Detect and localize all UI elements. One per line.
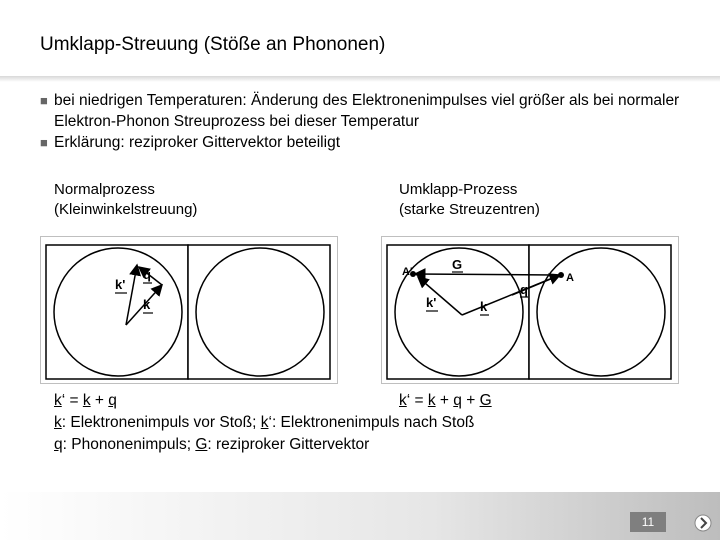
formula-plus: + bbox=[461, 392, 480, 409]
umklapp-process-subtitle: (starke Streuzentren) bbox=[399, 201, 540, 218]
formula-k: k bbox=[427, 392, 436, 409]
label-G: G bbox=[452, 257, 463, 272]
brillouin-zone-right bbox=[529, 245, 671, 379]
legend-k-desc: : Elektronenimpuls vor Stoß; bbox=[61, 414, 261, 431]
bullet-list bbox=[40, 90, 700, 153]
label-k-prime: k' bbox=[426, 295, 437, 310]
bullet-item bbox=[40, 132, 700, 153]
label-k: k bbox=[143, 297, 151, 312]
formula-plus: + bbox=[90, 392, 109, 409]
label-k-prime: k' bbox=[115, 277, 126, 292]
formula-k: k bbox=[82, 392, 91, 409]
formula-k-prime: k bbox=[54, 392, 62, 409]
formula-k-prime: k bbox=[399, 392, 407, 409]
label-a: A bbox=[566, 272, 574, 284]
umklapp-process-diagram bbox=[381, 236, 679, 384]
point-a bbox=[558, 272, 564, 278]
umklapp-process-svg bbox=[382, 237, 678, 383]
brillouin-zone-left bbox=[46, 245, 188, 379]
formula-q: q bbox=[108, 392, 117, 409]
next-slide-icon[interactable] bbox=[694, 512, 712, 534]
umklapp-process-label bbox=[399, 180, 540, 220]
label-q: q bbox=[520, 282, 528, 297]
brillouin-zone-right bbox=[188, 245, 330, 379]
bullet-square-icon: ■ bbox=[40, 135, 48, 150]
normal-formula bbox=[54, 390, 117, 412]
normal-process-subtitle: (Kleinwinkelstreuung) bbox=[54, 201, 198, 218]
legend-k-prime: k bbox=[260, 414, 269, 431]
normal-process-title: Normalprozess bbox=[54, 181, 155, 198]
label-q: q bbox=[143, 267, 151, 282]
formula-q: q bbox=[453, 392, 462, 409]
bullet-text: bei niedrigen Temperaturen: Änderung des Elektronenimpulses viel größer als bei normaler Elektron-Phonon Streuprozess bei dieser Temperatur bbox=[54, 92, 680, 130]
umklapp-formula bbox=[399, 390, 492, 412]
umklapp-process-title: Umklapp-Prozess bbox=[399, 181, 518, 198]
formula-G: G bbox=[479, 392, 492, 409]
legend-k: k bbox=[54, 414, 62, 431]
legend-q: q bbox=[54, 436, 63, 453]
label-k: k bbox=[480, 299, 488, 314]
normal-process-label bbox=[54, 180, 197, 220]
bullet-square-icon: ■ bbox=[40, 93, 48, 108]
legend-q-desc: : Phononenimpuls; bbox=[62, 436, 196, 453]
vector-G bbox=[415, 274, 554, 275]
slide-title: Umklapp-Streuung (Stöße an Phononen) bbox=[40, 34, 386, 55]
legend-line-phonon bbox=[54, 434, 369, 456]
bullet-text: Erklärung: reziproker Gittervektor beteiligt bbox=[54, 134, 341, 151]
formula-equals: ‘ = bbox=[61, 392, 83, 409]
page-number: 11 bbox=[630, 512, 666, 532]
title-bar bbox=[0, 0, 720, 78]
legend-line-momentum bbox=[54, 412, 474, 434]
legend-G: G bbox=[195, 436, 208, 453]
formula-plus: + bbox=[435, 392, 454, 409]
normal-process-diagram bbox=[40, 236, 338, 384]
legend-k-prime-desc: ‘: Elektronenimpuls nach Stoß bbox=[268, 414, 475, 431]
footer-bar bbox=[0, 492, 720, 540]
legend-G-desc: : reziproker Gittervektor bbox=[207, 436, 370, 453]
label-a-prime: A' bbox=[402, 266, 413, 278]
normal-process-svg bbox=[41, 237, 337, 383]
bullet-item bbox=[40, 90, 700, 132]
formula-equals: ‘ = bbox=[406, 392, 428, 409]
